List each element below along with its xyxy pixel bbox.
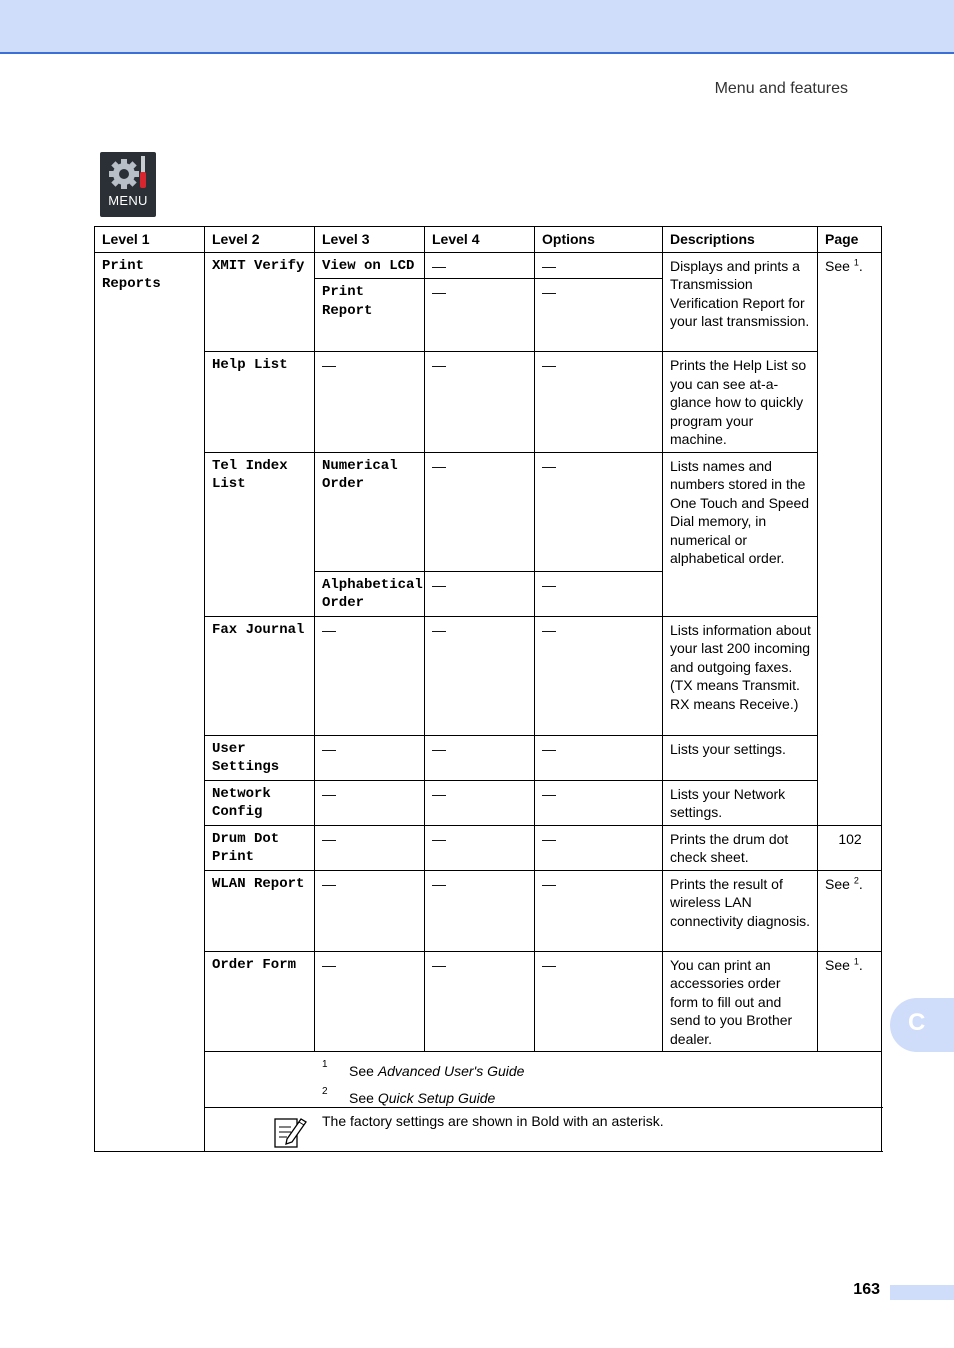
- description-help: Prints the Help List so you can see at-a-glance how to quickly program your machine.: [663, 352, 818, 453]
- page-ref-wlan: See $^2$.: [818, 870, 882, 951]
- footnotes-row: [95, 1052, 882, 1108]
- factory-settings-note: The factory settings are shown in Bold with an asterisk.: [322, 1113, 664, 1129]
- table-row: [95, 252, 882, 279]
- table-row: [95, 780, 882, 825]
- menu-table: [94, 226, 882, 1152]
- footnote-1: 1 See Advanced User's Guide: [322, 1059, 525, 1079]
- level4-dash: —: [425, 279, 535, 352]
- level3-dash: —: [315, 735, 425, 780]
- description-order: You can print an accessories order form to fill out and send to you Brother dealer.: [663, 951, 818, 1052]
- level3-dash: —: [315, 780, 425, 825]
- description-wlan: Prints the result of wireless LAN connectivity diagnosis.: [663, 870, 818, 951]
- description-drum: Prints the drum dot check sheet.: [663, 825, 818, 870]
- note-pencil-icon: [273, 1113, 309, 1149]
- table-row: [95, 352, 882, 453]
- menu-label: MENU: [108, 193, 148, 208]
- note-row: [95, 1108, 882, 1152]
- options-dash: —: [535, 352, 663, 453]
- table-row: [95, 951, 882, 1052]
- header-options: Options: [535, 227, 663, 253]
- footnote-2: 2 See Quick Setup Guide: [322, 1086, 496, 1106]
- table-row: [95, 452, 882, 571]
- chapter-letter: C: [908, 1009, 926, 1036]
- level2-user-settings: User Settings: [205, 735, 315, 780]
- menu-button-icon: [100, 152, 156, 217]
- level2-xmit-verify: XMIT Verify: [205, 252, 315, 352]
- options-dash: —: [535, 951, 663, 1052]
- level2-network-config: Network Config: [205, 780, 315, 825]
- page-ref-order: See $^1$.: [818, 951, 882, 1052]
- level4-dash: —: [425, 352, 535, 453]
- header-page: Page: [818, 227, 882, 253]
- level2-help-list: Help List: [205, 352, 315, 453]
- level4-dash: —: [425, 951, 535, 1052]
- table-header-row: [95, 227, 882, 253]
- level4-dash: —: [425, 616, 535, 735]
- level4-dash: —: [425, 825, 535, 870]
- options-dash: —: [535, 252, 663, 279]
- description-user: Lists your settings.: [663, 735, 818, 780]
- options-dash: —: [535, 616, 663, 735]
- level3-dash: —: [315, 825, 425, 870]
- level2-tel-index-list: Tel Index List: [205, 452, 315, 616]
- options-dash: —: [535, 735, 663, 780]
- description-network: Lists your Network settings.: [663, 780, 818, 825]
- level3-view-on-lcd: View on LCD: [315, 252, 425, 279]
- level4-dash: —: [425, 571, 535, 616]
- table-row: [95, 616, 882, 735]
- level4-dash: —: [425, 735, 535, 780]
- level2-fax-journal: Fax Journal: [205, 616, 315, 735]
- description-tel: Lists names and numbers stored in the One Touch and Speed Dial memory, in numerical or alphabetical order.: [663, 452, 818, 616]
- header-level4: Level 4: [425, 227, 535, 253]
- level3-numerical-order: Numerical Order: [315, 452, 425, 571]
- options-dash: —: [535, 870, 663, 951]
- page-drum: 102: [818, 825, 882, 870]
- description-xmit: Displays and prints a Transmission Verification Report for your last transmission.: [663, 252, 818, 352]
- table-row: [95, 735, 882, 780]
- table-row: [95, 825, 882, 870]
- header-level3: Level 3: [315, 227, 425, 253]
- options-dash: —: [535, 825, 663, 870]
- level3-dash: —: [315, 951, 425, 1052]
- page-number: 163: [853, 1281, 880, 1298]
- header-band: [0, 0, 954, 54]
- header-descriptions: Descriptions: [663, 227, 818, 253]
- level3-alphabetical-order: Alphabetical Order: [315, 571, 425, 616]
- header-level2: Level 2: [205, 227, 315, 253]
- header-level1: Level 1: [95, 227, 205, 253]
- level2-drum-dot-print: Drum Dot Print: [205, 825, 315, 870]
- level1-print-reports: Print Reports: [95, 252, 205, 1152]
- section-title: Menu and features: [714, 80, 848, 97]
- page-number-bar: [890, 1285, 954, 1300]
- level3-dash: —: [315, 616, 425, 735]
- level3-dash: —: [315, 352, 425, 453]
- chapter-tab: [890, 998, 954, 1052]
- options-dash: —: [535, 279, 663, 352]
- level4-dash: —: [425, 452, 535, 571]
- level4-dash: —: [425, 780, 535, 825]
- table-row: [95, 870, 882, 951]
- level3-print-report: Print Report: [315, 279, 425, 352]
- level2-order-form: Order Form: [205, 951, 315, 1052]
- options-dash: —: [535, 780, 663, 825]
- level3-dash: —: [315, 870, 425, 951]
- level4-dash: —: [425, 252, 535, 279]
- gear-icon: [100, 152, 156, 196]
- level4-dash: —: [425, 870, 535, 951]
- page-ref-xmit: See $^1$.: [818, 252, 882, 825]
- level2-wlan-report: WLAN Report: [205, 870, 315, 951]
- options-dash: —: [535, 452, 663, 571]
- options-dash: —: [535, 571, 663, 616]
- description-fax: Lists information about your last 200 incoming and outgoing faxes. (TX means Transmit. RX means Receive.): [663, 616, 818, 735]
